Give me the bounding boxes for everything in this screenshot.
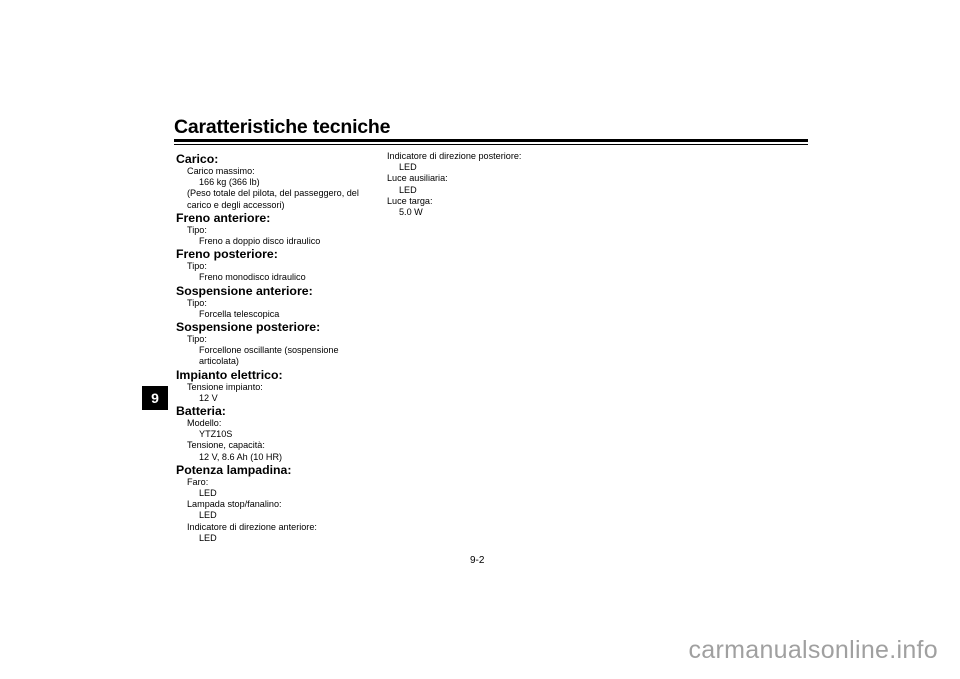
spec-label: Tipo: <box>187 261 207 272</box>
spec-note: (Peso totale del pilota, del passeggero, del carico e degli accessori) <box>187 188 359 210</box>
spec-label: Lampada stop/fanalino: <box>187 499 282 510</box>
spec-label: Tipo: <box>187 334 207 345</box>
spec-label: Carico massimo: <box>187 166 255 176</box>
section-sospensione-anteriore <box>176 284 376 320</box>
spec-label: Tensione impianto: <box>187 381 263 392</box>
spec-value: LED <box>199 532 217 543</box>
spec-value: LED <box>399 184 417 195</box>
section-heading: Impianto elettrico: <box>176 367 283 382</box>
section-sospensione-posteriore <box>176 320 376 368</box>
spec-value: LED <box>199 488 217 499</box>
section-heading: Freno anteriore: <box>176 210 271 225</box>
spec-label: Tensione, capacità: <box>187 440 265 451</box>
section-freno-posteriore <box>176 247 376 283</box>
spec-label: Faro: <box>187 476 209 487</box>
section-heading: Sospensione anteriore: <box>176 283 313 298</box>
spec-label: Tipo: <box>187 297 207 308</box>
section-heading: Batteria: <box>176 404 226 419</box>
section-heading: Freno posteriore: <box>176 247 278 262</box>
spec-value: Forcella telescopica <box>199 308 280 319</box>
spec-label: Modello: <box>187 418 222 429</box>
section-heading: Sospensione posteriore: <box>176 320 321 335</box>
spec-label: Luce targa: <box>387 195 433 206</box>
page-title: Caratteristiche tecniche <box>174 116 391 138</box>
watermark: carmanualsonline.info <box>688 636 938 664</box>
spec-value: Freno a doppio disco idraulico <box>199 236 321 247</box>
spec-value: LED <box>199 510 217 521</box>
section-impianto-elettrico <box>176 368 376 404</box>
spec-value: 12 V, 8.6 Ah (10 HR) <box>199 451 283 462</box>
chapter-tab: 9 <box>142 386 168 410</box>
section-heading: Potenza lampadina: <box>176 462 292 477</box>
section-batteria <box>176 404 376 463</box>
spec-value: Freno monodisco idraulico <box>199 272 306 283</box>
spec-value: 12 V <box>199 392 218 403</box>
section-potenza-lampadina <box>176 463 376 544</box>
spec-label: Indicatore di direzione posteriore: <box>387 151 522 161</box>
spec-value: 166 kg (366 lb) <box>199 177 260 188</box>
section-heading: Carico: <box>176 152 219 166</box>
section-freno-anteriore <box>176 211 376 247</box>
right-column <box>387 151 587 218</box>
spec-label: Luce ausiliaria: <box>387 173 448 184</box>
left-column <box>176 152 376 544</box>
spec-value: 5.0 W <box>399 207 423 218</box>
spec-label: Indicatore di direzione anteriore: <box>187 521 317 532</box>
section-carico <box>176 152 376 211</box>
spec-label: Tipo: <box>187 224 207 235</box>
spec-value: Forcellone oscillante (sospensione articolata) <box>199 345 339 367</box>
spec-value: YTZ10S <box>199 429 233 440</box>
page-number: 9-2 <box>470 555 485 566</box>
title-rule-thick <box>174 139 808 142</box>
spec-value: LED <box>399 162 417 173</box>
title-rule-thin <box>174 144 808 145</box>
